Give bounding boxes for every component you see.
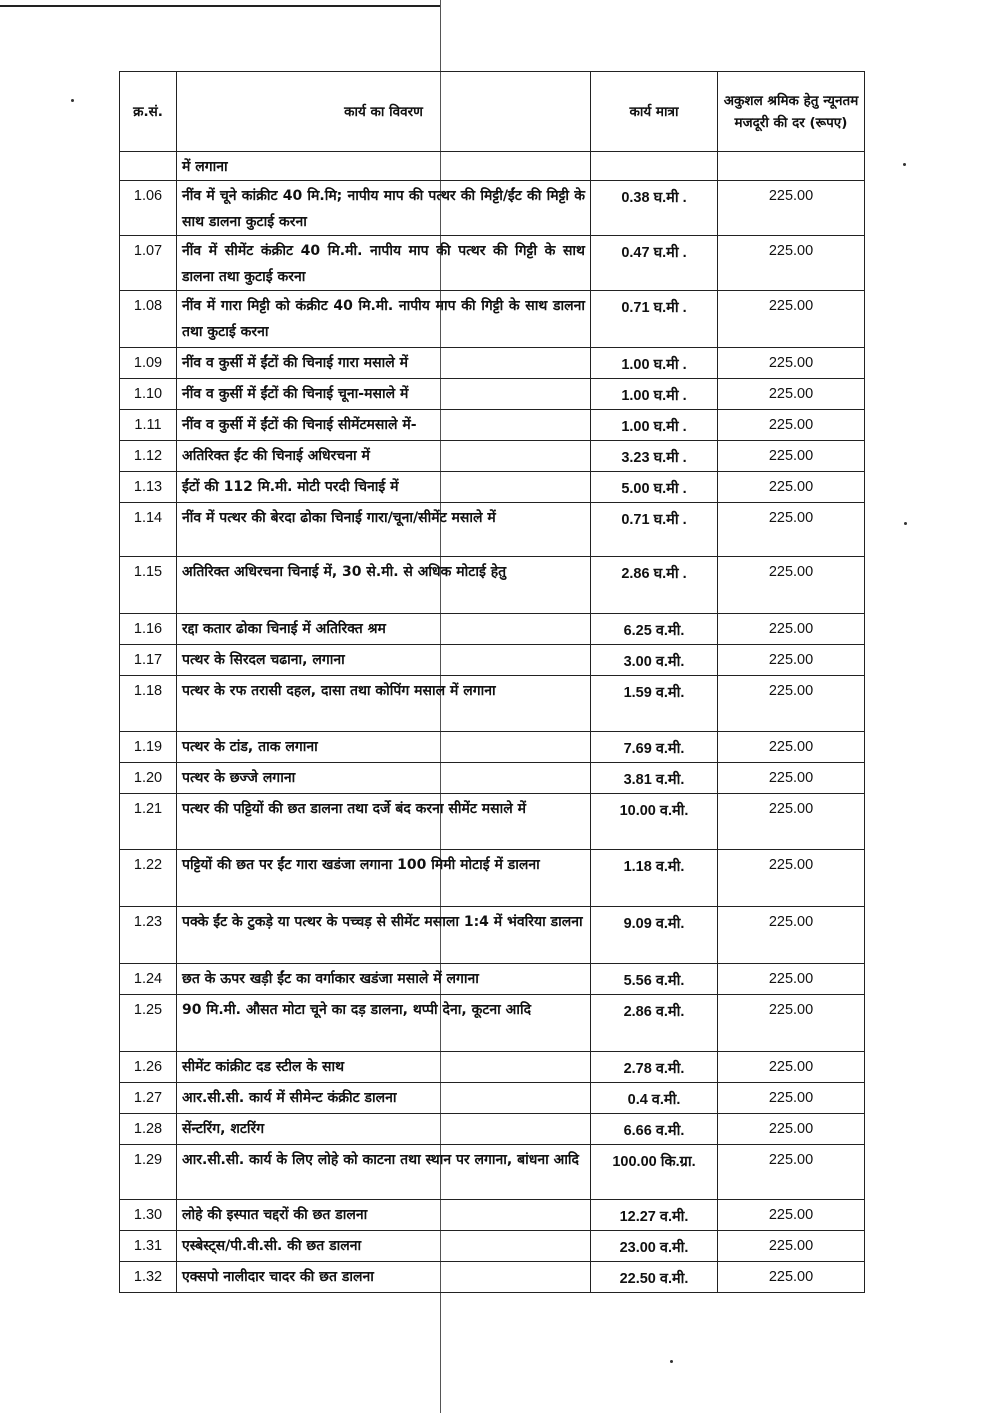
scan-speck <box>903 163 906 166</box>
table-row <box>120 1114 865 1145</box>
table-row <box>120 152 865 181</box>
description-cell: अतिरिक्त ईंट की चिनाई अधिरचना में <box>177 441 591 472</box>
serial-cell: 1.06 <box>120 181 177 236</box>
serial-cell: 1.15 <box>120 557 177 614</box>
description-cell: पत्थर के टांड, ताक लगाना <box>177 732 591 763</box>
table-row <box>120 1145 865 1200</box>
description-cell: 90 मि.मी. औसत मोटा चूने का दड़ डालना, थप्पी देना, कूटना आदि <box>177 995 591 1052</box>
quantity-cell: 2.78 व.मी. <box>591 1052 718 1083</box>
quantity-cell: 6.66 व.मी. <box>591 1114 718 1145</box>
table-row <box>120 907 865 964</box>
quantity-cell: 12.27 व.मी. <box>591 1200 718 1231</box>
quantity-cell <box>591 152 718 181</box>
serial-cell: 1.28 <box>120 1114 177 1145</box>
table-row <box>120 614 865 645</box>
description-cell: पत्थर के रफ तरासी दहल, दासा तथा कोपिंग मसाल में लगाना <box>177 676 591 732</box>
quantity-cell: 9.09 व.मी. <box>591 907 718 964</box>
quantity-cell: 1.00 घ.मी . <box>591 348 718 379</box>
description-cell: नींव व कुर्सी में ईंटों की चिनाई गारा मसाले में <box>177 348 591 379</box>
rate-cell: 225.00 <box>718 614 865 645</box>
table-row <box>120 676 865 732</box>
serial-cell: 1.09 <box>120 348 177 379</box>
serial-cell: 1.08 <box>120 291 177 348</box>
serial-cell: 1.20 <box>120 763 177 794</box>
serial-cell: 1.16 <box>120 614 177 645</box>
quantity-cell: 3.23 घ.मी . <box>591 441 718 472</box>
description-cell: लोहे की इस्पात चद्दरों की छत डालना <box>177 1200 591 1231</box>
rate-cell: 225.00 <box>718 236 865 291</box>
quantity-cell: 0.71 घ.मी . <box>591 503 718 557</box>
table-row <box>120 850 865 907</box>
serial-cell: 1.17 <box>120 645 177 676</box>
description-cell: एक्सपो नालीदार चादर की छत डालना <box>177 1262 591 1293</box>
rate-cell: 225.00 <box>718 676 865 732</box>
rate-cell: 225.00 <box>718 1052 865 1083</box>
quantity-cell: 0.71 घ.मी . <box>591 291 718 348</box>
header-rate: अकुशल श्रमिक हेतु न्यूनतम मजदूरी की दर (रूपए) <box>718 72 865 152</box>
table-row <box>120 1052 865 1083</box>
quantity-cell: 5.56 व.मी. <box>591 964 718 995</box>
rate-cell: 225.00 <box>718 1145 865 1200</box>
description-cell: नींव में गारा मिट्टी को कंक्रीट 40 मि.मी. नापीय माप की गिट्टी के साथ डालना तथा कुटाई करना <box>177 291 591 348</box>
description-cell: अतिरिक्त अधिरचना चिनाई में, 30 से.मी. से अधिक मोटाई हेतु <box>177 557 591 614</box>
table-row <box>120 441 865 472</box>
scan-speck <box>904 522 907 525</box>
rate-cell: 225.00 <box>718 995 865 1052</box>
serial-cell: 1.21 <box>120 794 177 850</box>
description-cell: पत्थर के सिरदल चढाना, लगाना <box>177 645 591 676</box>
quantity-cell: 10.00 व.मी. <box>591 794 718 850</box>
table-row <box>120 794 865 850</box>
description-cell: पट्टियों की छत पर ईंट गारा खडंजा लगाना 100 मिमी मोटाई में डालना <box>177 850 591 907</box>
rate-cell: 225.00 <box>718 964 865 995</box>
serial-cell: 1.24 <box>120 964 177 995</box>
table-row <box>120 503 865 557</box>
quantity-cell: 1.59 व.मी. <box>591 676 718 732</box>
rate-cell: 225.00 <box>718 850 865 907</box>
rate-cell: 225.00 <box>718 794 865 850</box>
description-cell: नींव व कुर्सी में ईंटों की चिनाई चूना-मसाले में <box>177 379 591 410</box>
serial-cell: 1.31 <box>120 1231 177 1262</box>
table-row <box>120 379 865 410</box>
description-cell: नींव में चूने कांक्रीट 40 मि.मि; नापीय माप की पत्थर की मिट्टी/ईंट की मिट्टी के साथ डालना कुटाई करना <box>177 181 591 236</box>
quantity-cell: 1.00 घ.मी . <box>591 379 718 410</box>
quantity-cell: 2.86 घ.मी . <box>591 557 718 614</box>
header-description: कार्य का विवरण <box>177 72 591 152</box>
serial-cell: 1.12 <box>120 441 177 472</box>
rate-cell: 225.00 <box>718 1262 865 1293</box>
description-cell: पत्थर के छज्जे लगाना <box>177 763 591 794</box>
quantity-cell: 5.00 घ.मी . <box>591 472 718 503</box>
description-cell: रद्दा कतार ढोका चिनाई में अतिरिक्त श्रम <box>177 614 591 645</box>
description-cell: में लगाना <box>177 152 591 181</box>
rate-cell: 225.00 <box>718 503 865 557</box>
rate-cell: 225.00 <box>718 291 865 348</box>
quantity-cell: 1.18 व.मी. <box>591 850 718 907</box>
table-row <box>120 732 865 763</box>
description-cell: आर.सी.सी. कार्य के लिए लोहे को काटना तथा स्थान पर लगाना, बांधना आदि <box>177 1145 591 1200</box>
table-row <box>120 1262 865 1293</box>
table-row <box>120 1231 865 1262</box>
table-row <box>120 348 865 379</box>
serial-cell: 1.22 <box>120 850 177 907</box>
scan-speck <box>71 99 74 102</box>
quantity-cell: 3.81 व.मी. <box>591 763 718 794</box>
rate-cell: 225.00 <box>718 441 865 472</box>
table-row <box>120 236 865 291</box>
quantity-cell: 22.50 व.मी. <box>591 1262 718 1293</box>
rate-cell: 225.00 <box>718 1200 865 1231</box>
quantity-cell: 7.69 व.मी. <box>591 732 718 763</box>
rate-cell: 225.00 <box>718 645 865 676</box>
table-row <box>120 291 865 348</box>
rate-cell: 225.00 <box>718 181 865 236</box>
description-cell: आर.सी.सी. कार्य में सीमेन्ट कंक्रीट डालना <box>177 1083 591 1114</box>
description-cell: नींव व कुर्सी में ईंटों की चिनाई सीमेंटमसाले में- <box>177 410 591 441</box>
table-row <box>120 964 865 995</box>
rate-cell <box>718 152 865 181</box>
table-row <box>120 181 865 236</box>
quantity-cell: 6.25 व.मी. <box>591 614 718 645</box>
rate-cell: 225.00 <box>718 557 865 614</box>
quantity-cell: 3.00 व.मी. <box>591 645 718 676</box>
rate-cell: 225.00 <box>718 379 865 410</box>
serial-cell: 1.10 <box>120 379 177 410</box>
serial-cell: 1.18 <box>120 676 177 732</box>
table-row <box>120 1083 865 1114</box>
quantity-cell: 0.47 घ.मी . <box>591 236 718 291</box>
table-row <box>120 763 865 794</box>
table-row <box>120 1200 865 1231</box>
serial-cell: 1.26 <box>120 1052 177 1083</box>
serial-cell: 1.29 <box>120 1145 177 1200</box>
serial-cell: 1.13 <box>120 472 177 503</box>
table-row <box>120 995 865 1052</box>
wage-rate-table <box>119 71 865 1293</box>
description-cell: नींव में सीमेंट कंक्रीट 40 मि.मी. नापीय माप की पत्थर की गिट्टी के साथ डालना तथा कुटाई करना <box>177 236 591 291</box>
rate-cell: 225.00 <box>718 732 865 763</box>
table-row <box>120 645 865 676</box>
table-row <box>120 557 865 614</box>
serial-cell: 1.32 <box>120 1262 177 1293</box>
table-row <box>120 472 865 503</box>
description-cell: एस्बेस्ट्स/पी.वी.सी. की छत डालना <box>177 1231 591 1262</box>
scan-speck <box>670 1360 673 1363</box>
quantity-cell: 1.00 घ.मी . <box>591 410 718 441</box>
quantity-cell: 23.00 व.मी. <box>591 1231 718 1262</box>
description-cell: छत के ऊपर खड़ी ईंट का वर्गाकार खडंजा मसाले में लगाना <box>177 964 591 995</box>
header-quantity: कार्य मात्रा <box>591 72 718 152</box>
quantity-cell: 0.38 घ.मी . <box>591 181 718 236</box>
description-cell: सेंन्टरिंग, शटरिंग <box>177 1114 591 1145</box>
table-header-row <box>120 72 865 152</box>
description-cell: पत्थर की पट्टियों की छत डालना तथा दर्जे बंद करना सीमेंट मसाले में <box>177 794 591 850</box>
quantity-cell: 2.86 व.मी. <box>591 995 718 1052</box>
serial-cell: 1.30 <box>120 1200 177 1231</box>
description-cell: पक्के ईंट के टुकड़े या पत्थर के पच्चड़ से सीमेंट मसाला 1:4 में भंवरिया डालना <box>177 907 591 964</box>
rate-cell: 225.00 <box>718 1083 865 1114</box>
rate-cell: 225.00 <box>718 410 865 441</box>
description-cell: नींव में पत्थर की बेरदा ढोका चिनाई गारा/चूना/सीमेंट मसाले में <box>177 503 591 557</box>
serial-cell: 1.27 <box>120 1083 177 1114</box>
description-cell: ईंटों की 112 मि.मी. मोटी परदी चिनाई में <box>177 472 591 503</box>
serial-cell: 1.19 <box>120 732 177 763</box>
serial-cell <box>120 152 177 181</box>
rate-cell: 225.00 <box>718 907 865 964</box>
rate-cell: 225.00 <box>718 763 865 794</box>
serial-cell: 1.14 <box>120 503 177 557</box>
serial-cell: 1.25 <box>120 995 177 1052</box>
rate-cell: 225.00 <box>718 1231 865 1262</box>
header-serial: क्र.सं. <box>120 72 177 152</box>
quantity-cell: 100.00 कि.ग्रा. <box>591 1145 718 1200</box>
top-rule <box>0 5 440 7</box>
serial-cell: 1.07 <box>120 236 177 291</box>
serial-cell: 1.23 <box>120 907 177 964</box>
description-cell: सीमेंट कांक्रीट दड स्टील के साथ <box>177 1052 591 1083</box>
serial-cell: 1.11 <box>120 410 177 441</box>
rate-cell: 225.00 <box>718 472 865 503</box>
rate-cell: 225.00 <box>718 348 865 379</box>
table-row <box>120 410 865 441</box>
quantity-cell: 0.4 व.मी. <box>591 1083 718 1114</box>
rate-cell: 225.00 <box>718 1114 865 1145</box>
